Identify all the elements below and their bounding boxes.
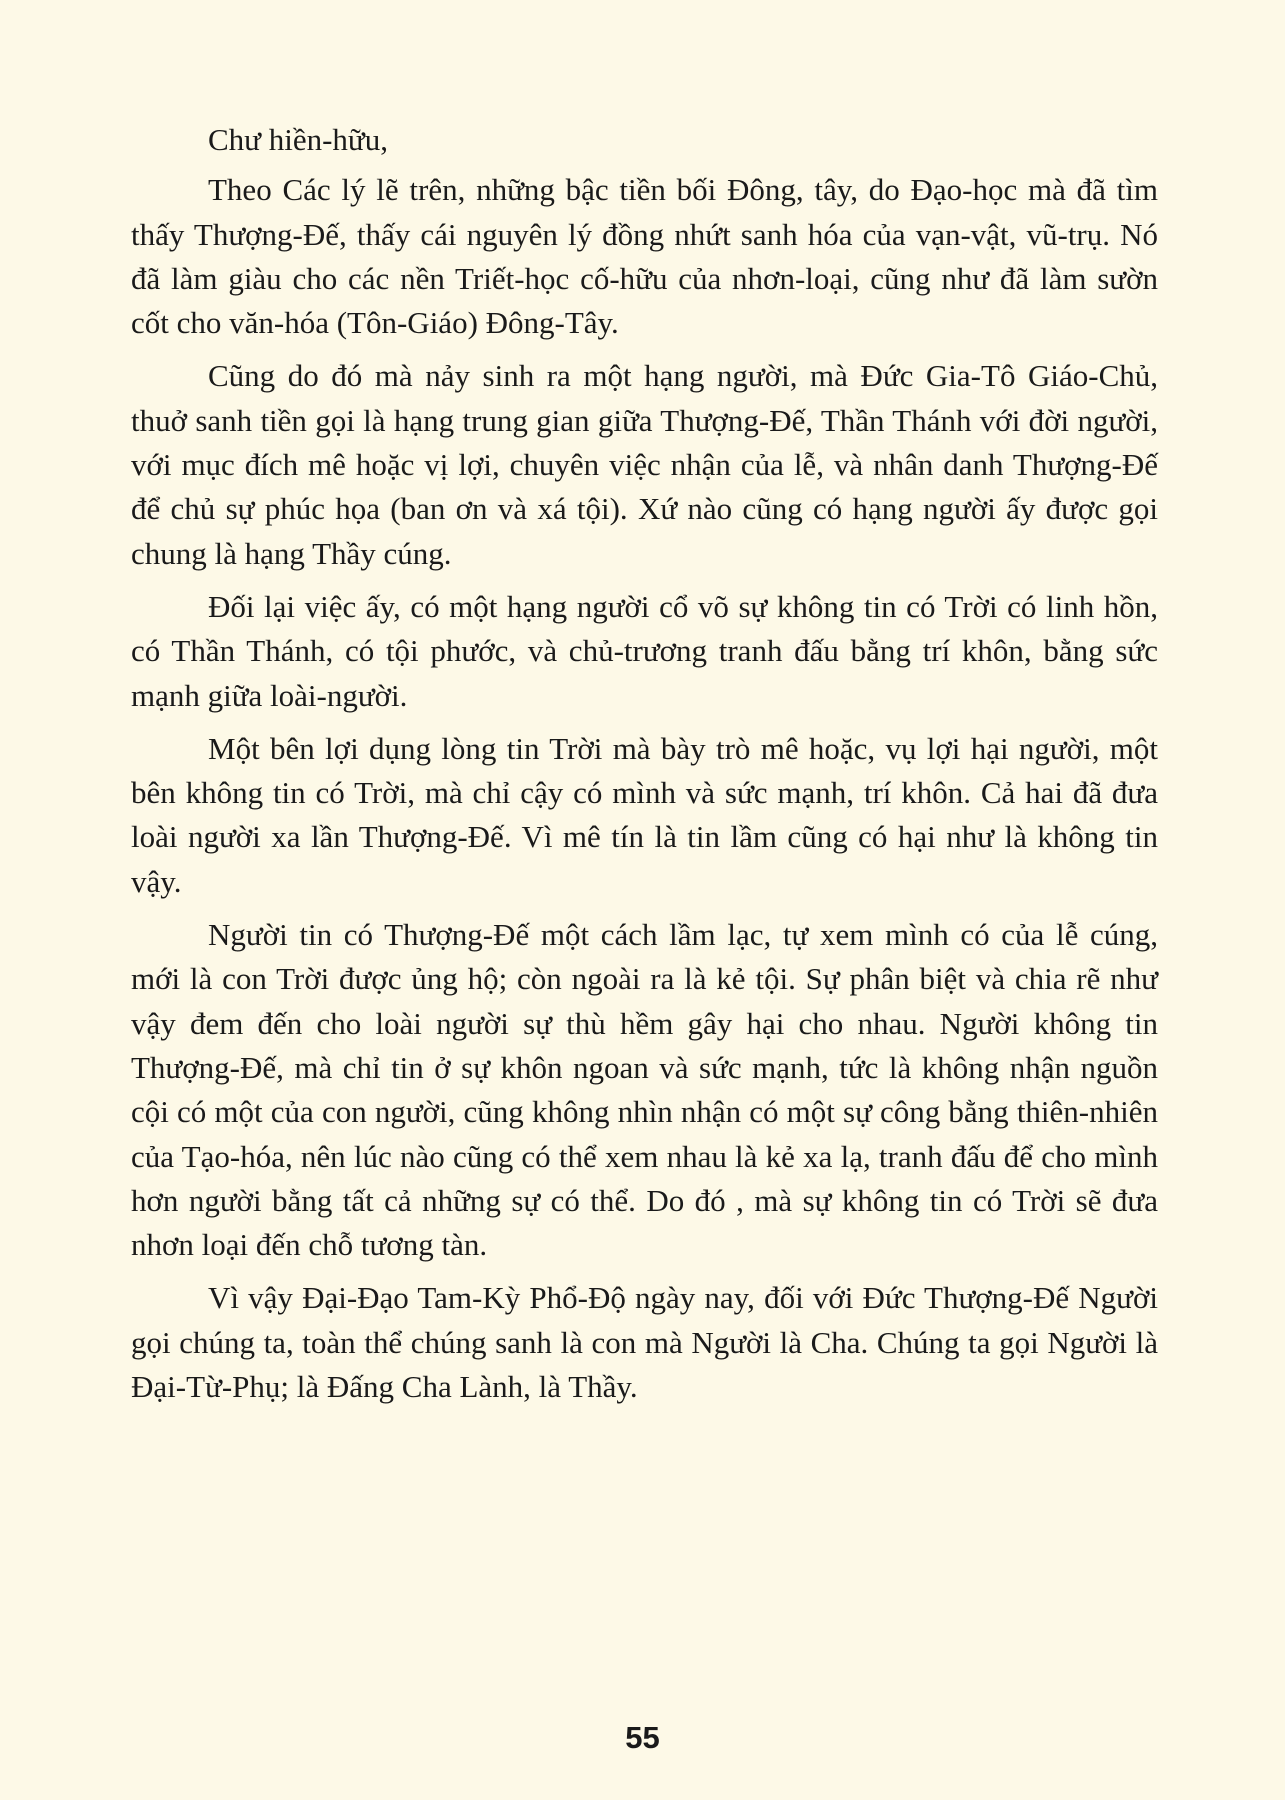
paragraph-1: Theo Các lý lẽ trên, những bậc tiền bối Đông, tây, do Đạo-học mà đã tìm thấy Thượng-Đế, thấy cái nguyên lý đồng nhứt sanh hóa của vạn-vật, vũ-trụ. Nó đã làm giàu cho các nền Triết-học cố-hữu của nhơn-loại, cũng như đã làm sườn cốt cho văn-hóa (Tôn-Giáo) Đông-Tây. — [131, 172, 1158, 341]
salutation: Chư hiền-hữu, — [208, 122, 388, 157]
page-number: 55 — [625, 1720, 660, 1755]
paragraph-2: Cũng do đó mà nảy sinh ra một hạng người, mà Đức Gia-Tô Giáo-Chủ, thuở sanh tiền gọi là hạng trung gian giữa Thượng-Đế, Thần Thánh với đời người, với mục đích mê hoặc vị lợi, chuyên việc nhận của lễ, và nhân danh Thượng-Đế để chủ sự phúc họa (ban ơn và xá tội). Xứ nào cũng có hạng người ấy được gọi chung là hạng Thầy cúng. — [131, 358, 1158, 571]
paragraph-3: Đối lại việc ấy, có một hạng người cổ võ sự không tin có Trời có linh hồn, có Thần Thánh, có tội phước, và chủ-trương tranh đấu bằng trí khôn, bằng sức mạnh giữa loài-người. — [131, 588, 1158, 713]
paragraph-6: Vì vậy Đại-Đạo Tam-Kỳ Phổ-Độ ngày nay, đối với Đức Thượng-Đế Người gọi chúng ta, toàn thể chúng sanh là con mà Người là Cha. Chúng ta gọi Người là Đại-Từ-Phụ; là Đấng Cha Lành, là Thầy. — [131, 1280, 1158, 1405]
paragraph-5: Người tin có Thượng-Đế một cách lầm lạc, tự xem mình có của lễ cúng, mới là con Trời được ủng hộ; còn ngoài ra là kẻ tội. Sự phân biệt và chia rẽ như vậy đem đến cho loài người sự thù hềm gây hại cho nhau. Người không tin Thượng-Đế, mà chỉ tin ở sự khôn ngoan và sức mạnh, tức là không nhận nguồn cội có một của con người, cũng không nhìn nhận có một sự công bằng thiên-nhiên của Tạo-hóa, nên lúc nào cũng có thể xem nhau là kẻ xa lạ, tranh đấu để cho mình hơn người bằng tất cả những sự có thể. Do đó , mà sự không tin có Trời sẽ đưa nhơn loại đến chỗ tương tàn. — [131, 917, 1158, 1263]
paragraph-4: Một bên lợi dụng lòng tin Trời mà bày trò mê hoặc, vụ lợi hại người, một bên không tin có Trời, mà chỉ cậy có mình và sức mạnh, trí khôn. Cả hai đã đưa loài người xa lần Thượng-Đế. Vì mê tín là tin lầm cũng có hại như là không tin vậy. — [131, 730, 1158, 899]
page-body — [131, 118, 1158, 1418]
